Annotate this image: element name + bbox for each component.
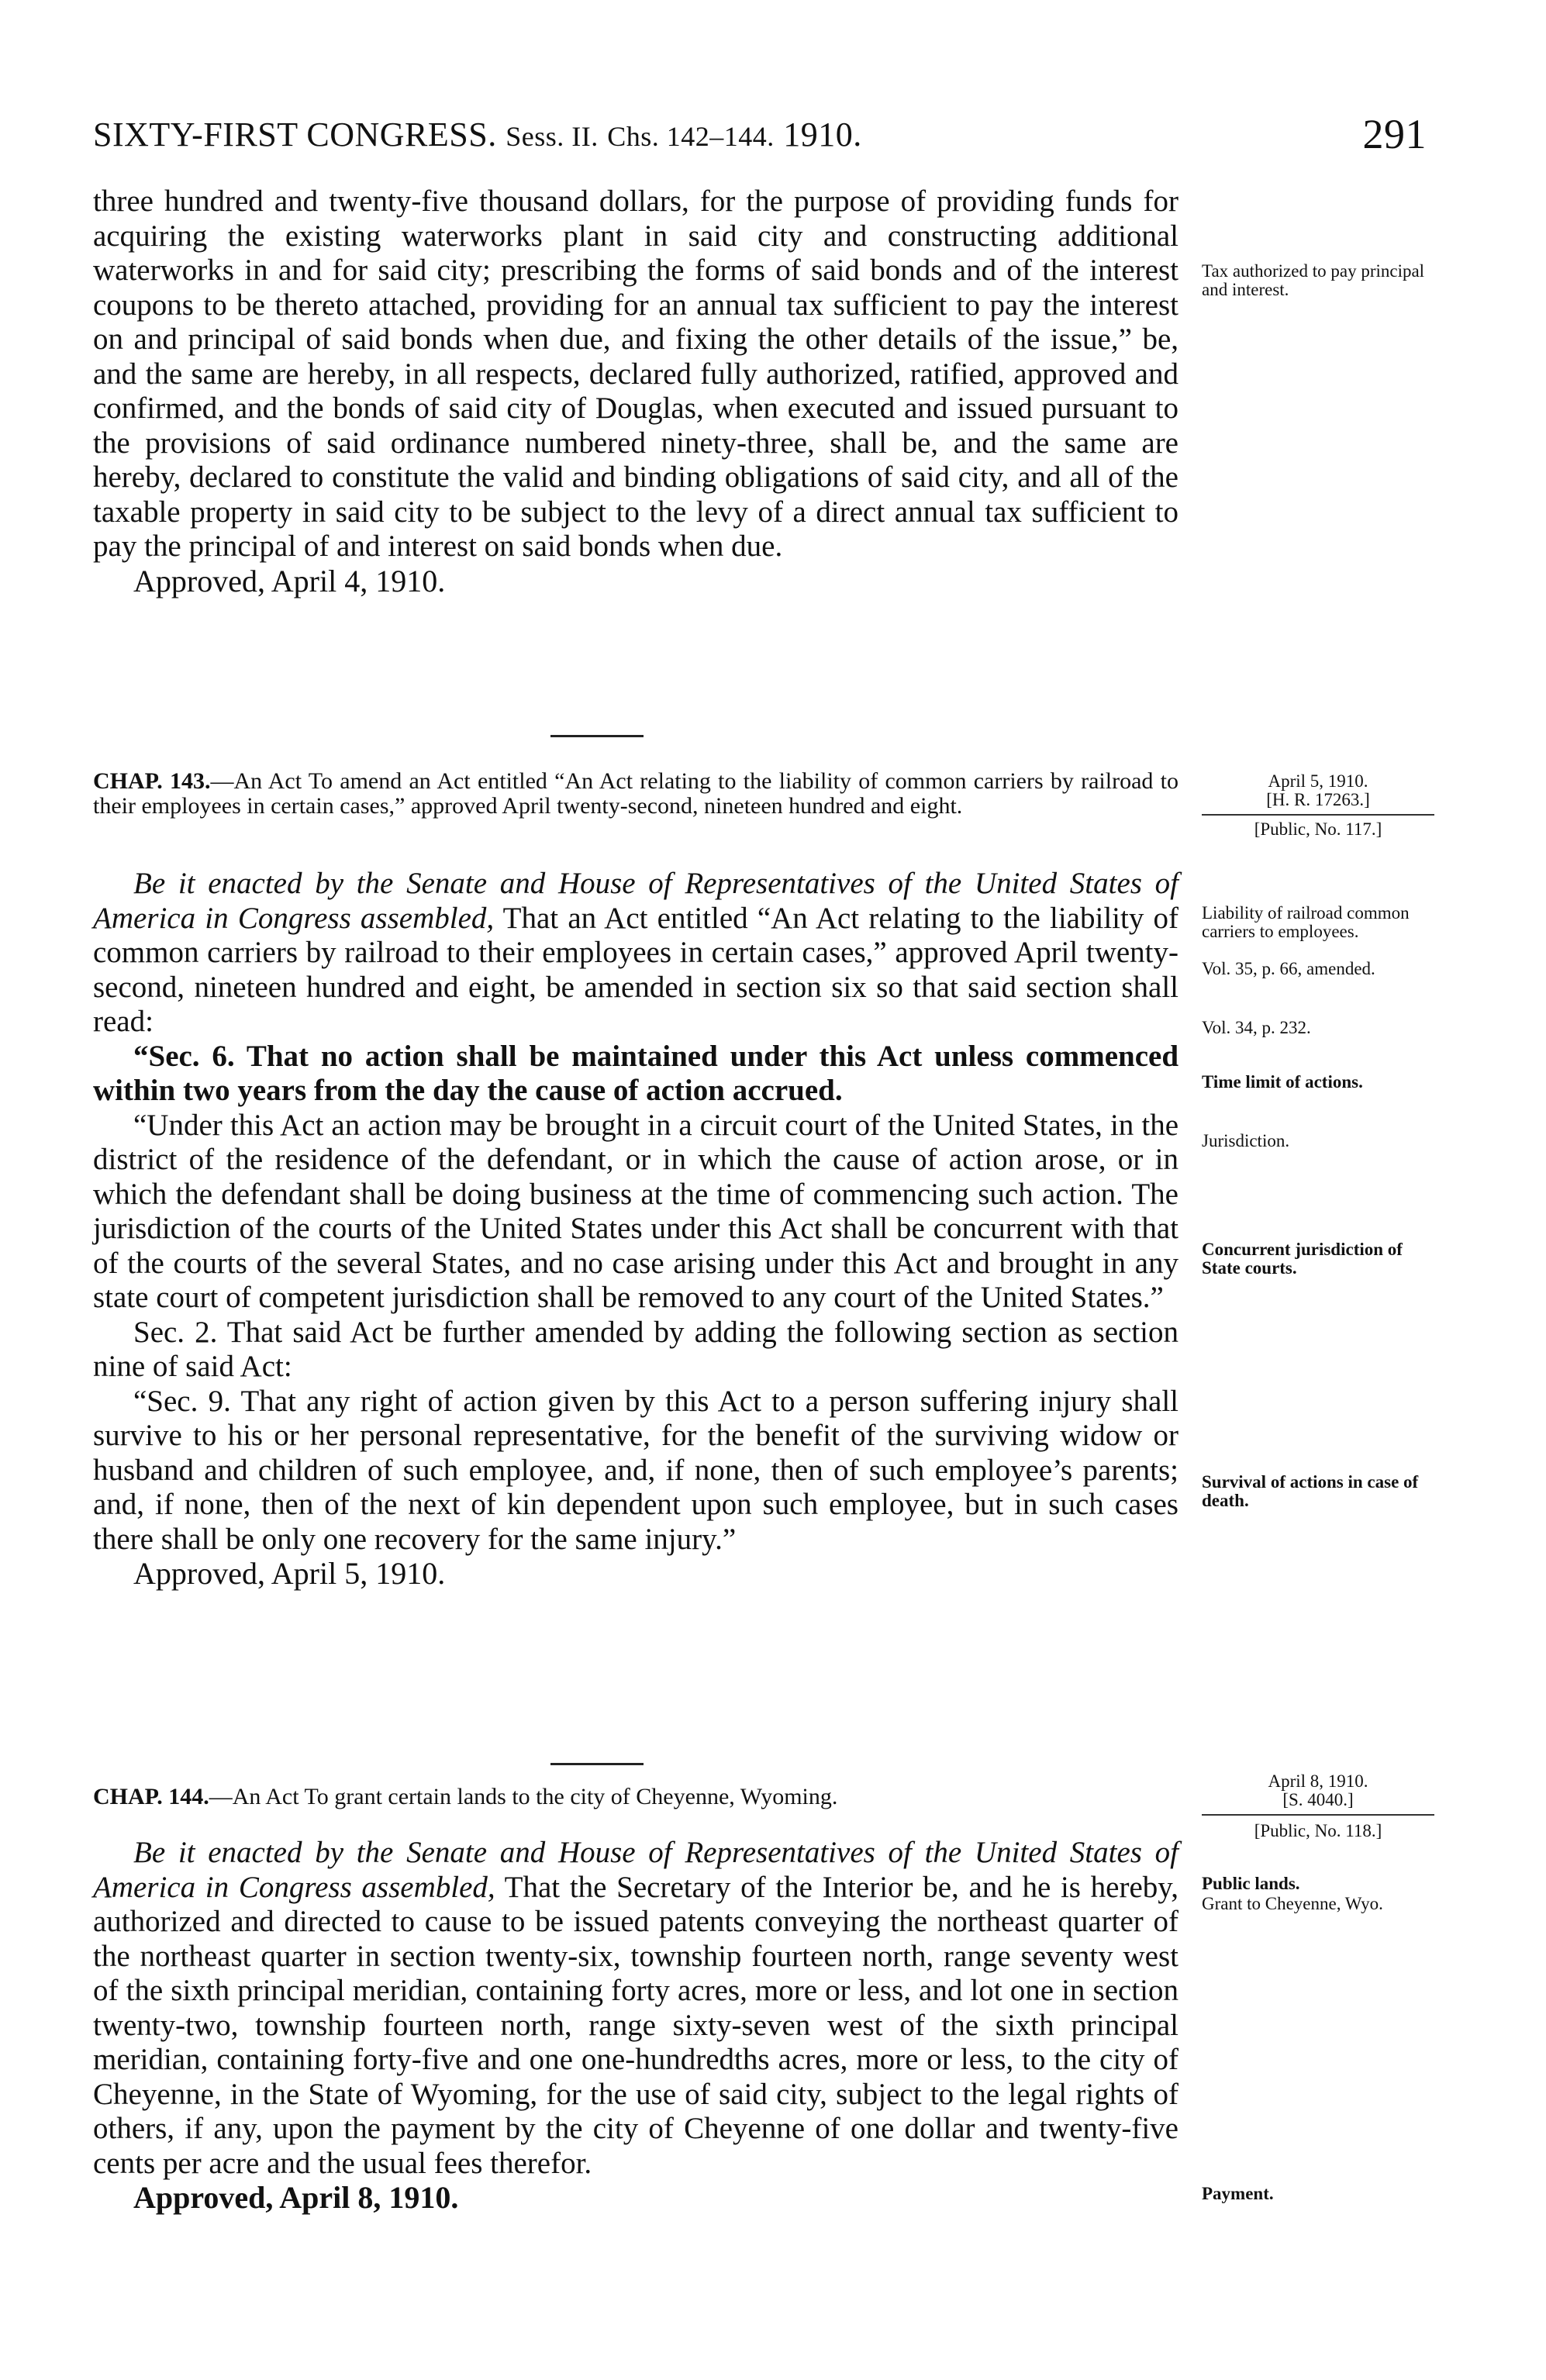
running-head-text — [93, 115, 862, 154]
approved-april-8: Approved, April 8, 1910. — [133, 2180, 459, 2215]
chap-144-label: CHAP. 144. — [93, 1784, 209, 1809]
margin-note-grant: Grant to Cheyenne, Wyo. — [1202, 1894, 1383, 1913]
margin-note-tax: Tax authorized to pay principal and interest. — [1202, 261, 1425, 299]
margin-note-time-limit: Time limit of actions. — [1202, 1072, 1363, 1092]
chap-143-label: CHAP. 143. — [93, 768, 211, 794]
chap-143-enacting-clause — [93, 867, 1178, 1040]
jurisdiction-paragraph: “Under this Act an action may be brought in a circuit court of the United States, in the district of the residence of the defendant, or in which the cause of action arose, or in which the defendant shall be doing business at the time of commencing such action. The jurisdiction of the courts of the United States under this Act shall be concurrent with that of the courts of the several States, and no case arising under this Act and brought in any state court of competent jurisdiction shall be removed to any court of the United States.” — [93, 1108, 1178, 1314]
chap-144-public-number: [Public, No. 118.] — [1254, 1821, 1382, 1840]
margin-note-payment: Payment. — [1202, 2184, 1274, 2203]
chapters-label: Chs. 142–144. — [607, 121, 775, 152]
margin-note-vol-35: Vol. 35, p. 66, amended. — [1202, 959, 1375, 978]
chap-144-title: —An Act To grant certain lands to the city of Cheyenne, Wyoming. — [209, 1784, 838, 1809]
chap-143-heading — [93, 769, 1178, 819]
enacting-formula: Be it enacted by the Senate and House of Representatives of the United States of America in Congress assembled, — [93, 1836, 1178, 1904]
running-head — [93, 111, 1427, 169]
margin-note-concurrent-jurisdiction: Concurrent jurisdiction of State courts. — [1202, 1240, 1403, 1278]
chap-144-body — [93, 1836, 1178, 2216]
margin-note-liability: Liability of railroad common carriers to employees. — [1202, 903, 1410, 941]
chap-143-title: —An Act To amend an Act entitled “An Act relating to the liability of common carriers by railroad to their employees in certain cases,” approved April twenty-second, nineteen hundred and eight. — [93, 768, 1178, 819]
approved-april-4: Approved, April 4, 1910. — [133, 563, 446, 598]
chap-144-date: April 8, 1910. — [1268, 1771, 1368, 1791]
chap-143-body — [93, 867, 1178, 1592]
enacting-formula: Be it enacted by the Senate and House of Representatives of the United States of America in Congress assembled, — [93, 867, 1178, 935]
margin-note-jurisdiction: Jurisdiction. — [1202, 1131, 1290, 1150]
divider-rule — [550, 735, 644, 737]
margin-note-chap-143-reference — [1202, 772, 1434, 839]
approved-april-5: Approved, April 5, 1910. — [133, 1556, 446, 1591]
year-label: 1910. — [783, 116, 862, 153]
enacting-text: That an Act entitled “An Act relating to the liability of common carriers by railroad to their employees in certain cases,” approved April twenty-second, nineteen hundred and eight, be amended in section six so that said section shall read: — [93, 901, 1179, 1038]
section-6 — [93, 1040, 1178, 1109]
margin-note-chap-144-reference — [1202, 1772, 1434, 1840]
chap-144-heading — [93, 1785, 1178, 1809]
divider-rule — [550, 1763, 644, 1765]
margin-note-public-lands: Public lands. — [1202, 1874, 1300, 1893]
chap-143-bill-number: [H. R. 17263.] — [1202, 791, 1434, 816]
enacting-text: That the Secretary of the Interior be, and he is hereby, authorized and directed to cause to be issued patents conveying the northeast quarter of the northeast quarter in section twenty-six, township fourteen north, range seventy west of the sixth principal meridian, containing forty acres, more or less, and lot one in section twenty-two, township fourteen north, range sixty-seven west of the sixth principal meridian, containing forty-five and one one-hundredths acres, more or less, to the city of Cheyenne, in the State of Wyoming, for the use of said city, subject to the legal rights of others, if any, upon the payment by the city of Cheyenne of one dollar and twenty-five cents per acre and the usual fees therefor. — [93, 1870, 1179, 2180]
section-9: “Sec. 9. That any right of action given by this Act to a person suffering injury shall survive to his or her personal representative, for the benefit of the surviving widow or husband and children of such employee, and, if none, then of such employee’s parents; and, if none, then of the next of kin dependent upon such employee, but in such cases there shall be only one recovery for the same injury.” — [93, 1384, 1178, 1556]
chap-143-public-number: [Public, No. 117.] — [1254, 819, 1382, 839]
margin-note-vol-34: Vol. 34, p. 232. — [1202, 1018, 1311, 1037]
chap-143-date: April 5, 1910. — [1268, 771, 1368, 791]
continuation-paragraph: three hundred and twenty-five thousand dollars, for the purpose of providing funds for acquiring the existing waterworks plant in said city and constructing additional waterworks in and for said city; prescribing the forms of said bonds and of the interest coupons to be thereto attached, providing for an annual tax sufficient to pay the interest on and principal of said bonds when due, and fixing the other details of the issue,” be, and the same are hereby, in all respects, declared fully authorized, ratified, approved and confirmed, and the bonds of said city of Douglas, when executed and issued pursuant to the provisions of said ordinance numbered ninety-three, shall be, and the same are hereby, declared to constitute the valid and binding obligations of said city, and all of the taxable property in said city to be subject to the levy of a direct annual tax sufficient to pay the principal of and interest on said bonds when due. — [93, 185, 1178, 563]
page-number: 291 — [1362, 111, 1427, 157]
section-6-text: That no action shall be maintained under this Act unless commenced within two years from the day the cause of action accrued. — [93, 1039, 1179, 1107]
margin-note-survival: Survival of actions in case of death. — [1202, 1472, 1419, 1510]
section-6-label: “Sec. 6. — [133, 1039, 235, 1073]
section-2: Sec. 2. That said Act be further amended by adding the following section as section nine of said Act: — [93, 1315, 1178, 1383]
section-continuation — [93, 185, 1178, 598]
chap-144-bill-number: [S. 4040.] — [1202, 1791, 1434, 1816]
chap-144-enacting-clause — [93, 1836, 1178, 2181]
congress-title: SIXTY-FIRST CONGRESS. — [93, 116, 506, 153]
session-label: Sess. II. — [506, 121, 599, 152]
